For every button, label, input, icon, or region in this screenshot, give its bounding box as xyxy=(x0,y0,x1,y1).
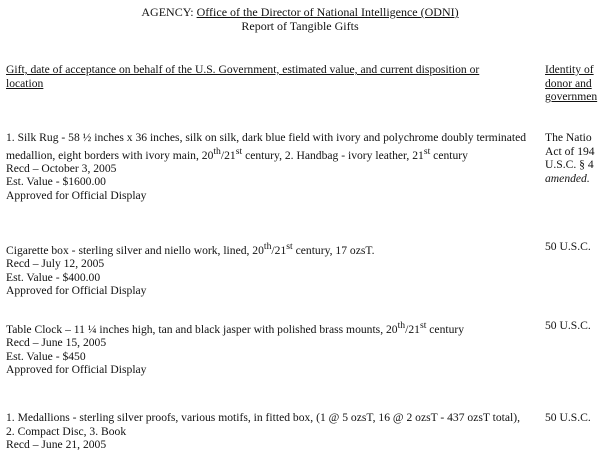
estimated-value: Est. Value - $450 xyxy=(6,349,86,363)
gift-description xyxy=(6,240,528,257)
agency-name: Office of the Director of National Intelligence (ODNI) xyxy=(196,5,459,19)
received-date: Recd – October 3, 2005 xyxy=(6,161,117,175)
estimated-value: Est. Value - $1600.00 xyxy=(6,175,106,189)
donor-column-header xyxy=(545,63,600,104)
received-date: Recd – July 12, 2005 xyxy=(6,257,105,271)
report-title: Report of Tangible Gifts xyxy=(241,19,359,33)
desc-text: century xyxy=(430,148,468,162)
desc-text: /21 xyxy=(405,322,420,336)
received-date: Recd – June 15, 2005 xyxy=(6,336,107,350)
gift-entry-silk-rug xyxy=(6,131,528,202)
disposition: Approved for Official Display xyxy=(6,284,147,298)
gift-description xyxy=(6,411,528,438)
desc-text: /21 xyxy=(220,148,236,162)
desc-sup: st xyxy=(423,145,431,157)
authority-line: 50 U.S.C. xyxy=(545,411,591,424)
authority-line: Act of 194 xyxy=(545,144,595,158)
authority-cell xyxy=(545,131,595,185)
gift-description xyxy=(6,319,528,336)
authority-cell xyxy=(545,411,591,425)
desc-sup: th xyxy=(397,320,406,331)
desc-text: century, 17 ozsT. xyxy=(292,243,375,257)
desc-sup: th xyxy=(213,145,221,157)
authority-line: The Natio xyxy=(545,131,592,144)
authority-cell xyxy=(545,319,591,333)
donor-header-line: donor and xyxy=(545,76,592,90)
desc-sup: st xyxy=(286,241,293,252)
disposition: Approved for Official Display xyxy=(6,363,147,377)
authority-line: amended. xyxy=(545,171,590,185)
desc-sup: st xyxy=(235,145,243,157)
donor-header-line: Identity of xyxy=(545,63,594,76)
gift-description xyxy=(6,131,528,162)
desc-text: century, 2. Handbag - ivory leather, 21 xyxy=(242,148,424,162)
desc-text: 1. Silk Rug - 58 ½ inches x 36 inches, silk on silk, dark blue field with ivory and polychrome doubly terminated medallion, eight borders with ivory main, 20 xyxy=(6,131,527,162)
authority-line: 50 U.S.C. xyxy=(545,319,591,332)
gift-entry-table-clock xyxy=(6,319,528,377)
desc-text: century xyxy=(426,322,465,336)
desc-text: Cigarette box - sterling silver and niello work, lined, 20 xyxy=(6,243,264,257)
authority-cell xyxy=(545,240,591,254)
desc-text: /21 xyxy=(271,243,287,257)
received-date: Recd – June 21, 2005 xyxy=(6,438,107,451)
desc-sup: st xyxy=(419,320,427,331)
desc-sup: th xyxy=(263,241,272,252)
donor-header-line: governmen xyxy=(545,90,598,103)
gift-column-header: Gift, date of acceptance on behalf of the U.S. Government, estimated value, and current disposition or location xyxy=(6,63,480,90)
estimated-value: Est. Value - $400.00 xyxy=(6,270,101,284)
desc-text: 1. Medallions - sterling silver proofs, various motifs, in fitted box, (1 @ 5 ozsT, 16 @ 2 ozsT - 437 ozsT total), 2. Compact Disc, 3. Book xyxy=(6,411,521,438)
disposition: Approved for Official Display xyxy=(6,188,147,202)
desc-text: Table Clock – 11 ¼ inches high, tan and black jasper with polished brass mounts, 20 xyxy=(6,322,398,336)
gift-entry-medallions xyxy=(6,411,528,452)
authority-line: U.S.C. § 4 xyxy=(545,158,594,171)
agency-label: AGENCY: xyxy=(141,5,194,19)
authority-line: 50 U.S.C. xyxy=(545,240,591,253)
agency-line xyxy=(0,6,600,20)
gift-entry-cigarette-box xyxy=(6,240,528,298)
